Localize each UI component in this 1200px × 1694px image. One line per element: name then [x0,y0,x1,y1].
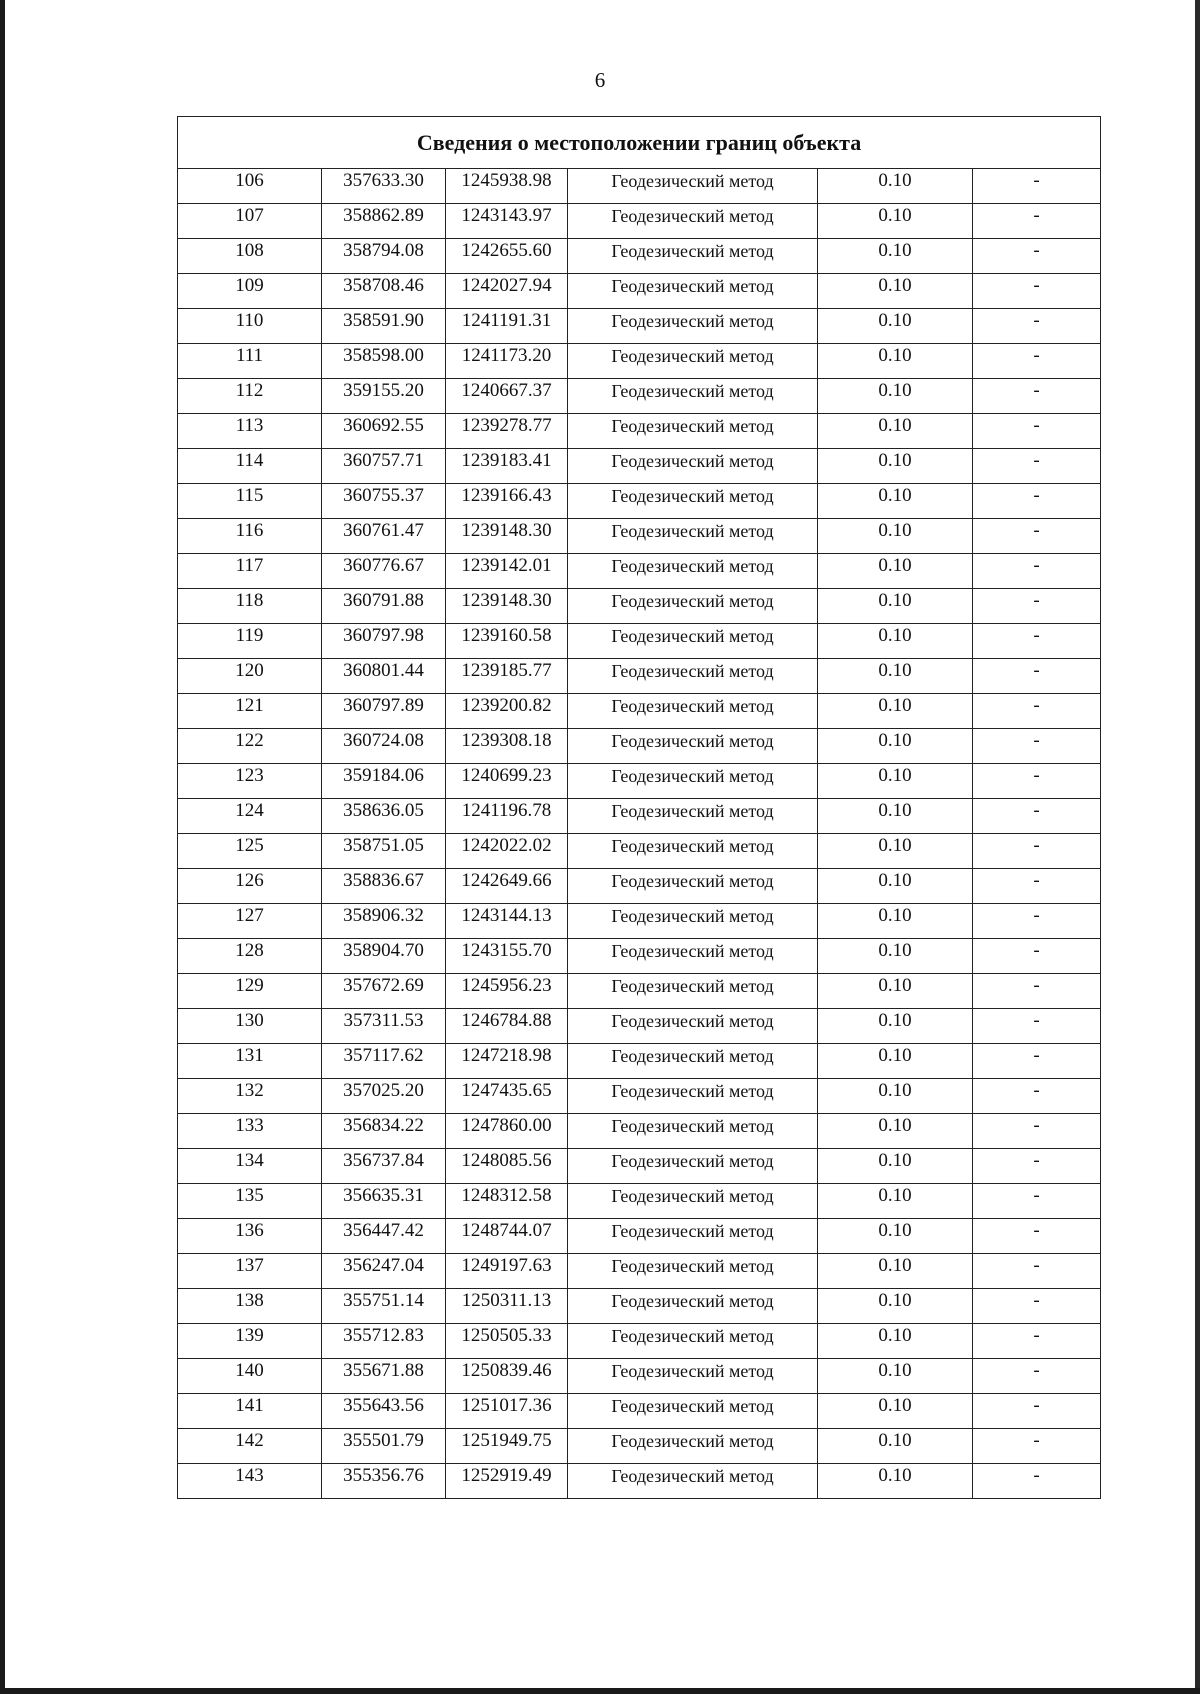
scan-edge-bottom [0,1688,1200,1694]
x-coordinate-cell: 360757.71 [322,449,446,484]
y-coordinate-cell: 1241191.31 [446,309,568,344]
table-row [178,1324,1101,1359]
method-cell: Геодезический метод [568,764,818,799]
note-cell: - [973,169,1101,204]
y-coordinate-cell: 1240699.23 [446,764,568,799]
x-coordinate-cell: 358591.90 [322,309,446,344]
accuracy-cell: 0.10 [818,729,973,764]
x-coordinate-cell: 360761.47 [322,519,446,554]
table-row [178,1254,1101,1289]
x-coordinate-cell: 358751.05 [322,834,446,869]
method-cell: Геодезический метод [568,974,818,1009]
method-cell: Геодезический метод [568,1254,818,1289]
note-cell: - [973,729,1101,764]
point-number-cell: 141 [178,1394,322,1429]
method-cell: Геодезический метод [568,694,818,729]
accuracy-cell: 0.10 [818,1184,973,1219]
accuracy-cell: 0.10 [818,1464,973,1499]
table-row [178,729,1101,764]
note-cell: - [973,904,1101,939]
x-coordinate-cell: 360776.67 [322,554,446,589]
x-coordinate-cell: 358598.00 [322,344,446,379]
table-row [178,869,1101,904]
accuracy-cell: 0.10 [818,204,973,239]
y-coordinate-cell: 1240667.37 [446,379,568,414]
point-number-cell: 127 [178,904,322,939]
accuracy-cell: 0.10 [818,554,973,589]
note-cell: - [973,239,1101,274]
scan-edge-left [0,0,5,1694]
x-coordinate-cell: 358636.05 [322,799,446,834]
method-cell: Геодезический метод [568,1429,818,1464]
method-cell: Геодезический метод [568,554,818,589]
point-number-cell: 142 [178,1429,322,1464]
x-coordinate-cell: 355712.83 [322,1324,446,1359]
y-coordinate-cell: 1250311.13 [446,1289,568,1324]
table-row [178,309,1101,344]
y-coordinate-cell: 1252919.49 [446,1464,568,1499]
y-coordinate-cell: 1243143.97 [446,204,568,239]
method-cell: Геодезический метод [568,1044,818,1079]
table-row [178,1359,1101,1394]
note-cell: - [973,414,1101,449]
method-cell: Геодезический метод [568,274,818,309]
point-number-cell: 112 [178,379,322,414]
accuracy-cell: 0.10 [818,869,973,904]
accuracy-cell: 0.10 [818,239,973,274]
note-cell: - [973,1324,1101,1359]
table-row [178,1149,1101,1184]
accuracy-cell: 0.10 [818,624,973,659]
table-row [178,1009,1101,1044]
method-cell: Геодезический метод [568,1184,818,1219]
accuracy-cell: 0.10 [818,1324,973,1359]
note-cell: - [973,1289,1101,1324]
note-cell: - [973,1429,1101,1464]
point-number-cell: 143 [178,1464,322,1499]
note-cell: - [973,834,1101,869]
table-row [178,659,1101,694]
method-cell: Геодезический метод [568,1009,818,1044]
point-number-cell: 111 [178,344,322,379]
y-coordinate-cell: 1243155.70 [446,939,568,974]
method-cell: Геодезический метод [568,344,818,379]
note-cell: - [973,309,1101,344]
y-coordinate-cell: 1250839.46 [446,1359,568,1394]
method-cell: Геодезический метод [568,1289,818,1324]
x-coordinate-cell: 357311.53 [322,1009,446,1044]
y-coordinate-cell: 1239160.58 [446,624,568,659]
point-number-cell: 126 [178,869,322,904]
table-body [178,169,1101,1499]
method-cell: Геодезический метод [568,519,818,554]
table-row [178,169,1101,204]
accuracy-cell: 0.10 [818,1254,973,1289]
method-cell: Геодезический метод [568,1464,818,1499]
x-coordinate-cell: 358836.67 [322,869,446,904]
y-coordinate-cell: 1251949.75 [446,1429,568,1464]
y-coordinate-cell: 1242022.02 [446,834,568,869]
accuracy-cell: 0.10 [818,974,973,1009]
table-row [178,694,1101,729]
accuracy-cell: 0.10 [818,379,973,414]
y-coordinate-cell: 1239148.30 [446,519,568,554]
accuracy-cell: 0.10 [818,1429,973,1464]
accuracy-cell: 0.10 [818,1114,973,1149]
y-coordinate-cell: 1239142.01 [446,554,568,589]
accuracy-cell: 0.10 [818,414,973,449]
note-cell: - [973,589,1101,624]
x-coordinate-cell: 357672.69 [322,974,446,1009]
point-number-cell: 119 [178,624,322,659]
note-cell: - [973,974,1101,1009]
table-row [178,1289,1101,1324]
note-cell: - [973,1219,1101,1254]
table-row [178,1044,1101,1079]
x-coordinate-cell: 360755.37 [322,484,446,519]
table-row [178,1219,1101,1254]
note-cell: - [973,554,1101,589]
x-coordinate-cell: 359184.06 [322,764,446,799]
table-row [178,974,1101,1009]
table-row [178,1184,1101,1219]
note-cell: - [973,344,1101,379]
table-row [178,519,1101,554]
y-coordinate-cell: 1245938.98 [446,169,568,204]
table-row [178,274,1101,309]
point-number-cell: 134 [178,1149,322,1184]
point-number-cell: 132 [178,1079,322,1114]
point-number-cell: 128 [178,939,322,974]
method-cell: Геодезический метод [568,904,818,939]
point-number-cell: 116 [178,519,322,554]
x-coordinate-cell: 360692.55 [322,414,446,449]
accuracy-cell: 0.10 [818,449,973,484]
accuracy-cell: 0.10 [818,1044,973,1079]
note-cell: - [973,1184,1101,1219]
note-cell: - [973,1359,1101,1394]
method-cell: Геодезический метод [568,1079,818,1114]
x-coordinate-cell: 357117.62 [322,1044,446,1079]
note-cell: - [973,1044,1101,1079]
boundary-coordinates-table [177,116,1101,1499]
method-cell: Геодезический метод [568,1149,818,1184]
point-number-cell: 121 [178,694,322,729]
point-number-cell: 138 [178,1289,322,1324]
table-row [178,834,1101,869]
point-number-cell: 108 [178,239,322,274]
x-coordinate-cell: 358708.46 [322,274,446,309]
method-cell: Геодезический метод [568,309,818,344]
table-row [178,344,1101,379]
x-coordinate-cell: 356635.31 [322,1184,446,1219]
table-row [178,379,1101,414]
method-cell: Геодезический метод [568,484,818,519]
y-coordinate-cell: 1247435.65 [446,1079,568,1114]
method-cell: Геодезический метод [568,169,818,204]
accuracy-cell: 0.10 [818,799,973,834]
note-cell: - [973,939,1101,974]
point-number-cell: 135 [178,1184,322,1219]
x-coordinate-cell: 357633.30 [322,169,446,204]
accuracy-cell: 0.10 [818,939,973,974]
note-cell: - [973,274,1101,309]
accuracy-cell: 0.10 [818,589,973,624]
method-cell: Геодезический метод [568,379,818,414]
y-coordinate-cell: 1247218.98 [446,1044,568,1079]
table-row [178,589,1101,624]
x-coordinate-cell: 355356.76 [322,1464,446,1499]
x-coordinate-cell: 357025.20 [322,1079,446,1114]
x-coordinate-cell: 360801.44 [322,659,446,694]
accuracy-cell: 0.10 [818,169,973,204]
accuracy-cell: 0.10 [818,344,973,379]
table-title-row [178,117,1101,169]
y-coordinate-cell: 1239183.41 [446,449,568,484]
x-coordinate-cell: 360724.08 [322,729,446,764]
table-row [178,414,1101,449]
point-number-cell: 118 [178,589,322,624]
y-coordinate-cell: 1239148.30 [446,589,568,624]
y-coordinate-cell: 1243144.13 [446,904,568,939]
y-coordinate-cell: 1242655.60 [446,239,568,274]
y-coordinate-cell: 1239185.77 [446,659,568,694]
method-cell: Геодезический метод [568,799,818,834]
accuracy-cell: 0.10 [818,519,973,554]
method-cell: Геодезический метод [568,1324,818,1359]
note-cell: - [973,799,1101,834]
y-coordinate-cell: 1247860.00 [446,1114,568,1149]
point-number-cell: 114 [178,449,322,484]
method-cell: Геодезический метод [568,1394,818,1429]
method-cell: Геодезический метод [568,1359,818,1394]
table-row [178,1429,1101,1464]
table-row [178,1079,1101,1114]
x-coordinate-cell: 358906.32 [322,904,446,939]
y-coordinate-cell: 1241196.78 [446,799,568,834]
x-coordinate-cell: 360791.88 [322,589,446,624]
note-cell: - [973,484,1101,519]
point-number-cell: 109 [178,274,322,309]
method-cell: Геодезический метод [568,239,818,274]
note-cell: - [973,694,1101,729]
accuracy-cell: 0.10 [818,484,973,519]
note-cell: - [973,1114,1101,1149]
point-number-cell: 125 [178,834,322,869]
table-row [178,1394,1101,1429]
note-cell: - [973,1254,1101,1289]
note-cell: - [973,624,1101,659]
table-title: Сведения о местоположении границ объекта [178,117,1101,169]
note-cell: - [973,1079,1101,1114]
accuracy-cell: 0.10 [818,1394,973,1429]
point-number-cell: 106 [178,169,322,204]
table-row [178,554,1101,589]
point-number-cell: 129 [178,974,322,1009]
point-number-cell: 133 [178,1114,322,1149]
note-cell: - [973,764,1101,799]
point-number-cell: 140 [178,1359,322,1394]
note-cell: - [973,869,1101,904]
x-coordinate-cell: 360797.89 [322,694,446,729]
accuracy-cell: 0.10 [818,1009,973,1044]
accuracy-cell: 0.10 [818,659,973,694]
point-number-cell: 110 [178,309,322,344]
x-coordinate-cell: 358794.08 [322,239,446,274]
point-number-cell: 130 [178,1009,322,1044]
method-cell: Геодезический метод [568,414,818,449]
method-cell: Геодезический метод [568,449,818,484]
point-number-cell: 136 [178,1219,322,1254]
y-coordinate-cell: 1239200.82 [446,694,568,729]
point-number-cell: 113 [178,414,322,449]
y-coordinate-cell: 1245956.23 [446,974,568,1009]
accuracy-cell: 0.10 [818,274,973,309]
point-number-cell: 120 [178,659,322,694]
accuracy-cell: 0.10 [818,694,973,729]
y-coordinate-cell: 1248744.07 [446,1219,568,1254]
point-number-cell: 117 [178,554,322,589]
x-coordinate-cell: 356447.42 [322,1219,446,1254]
y-coordinate-cell: 1241173.20 [446,344,568,379]
y-coordinate-cell: 1246784.88 [446,1009,568,1044]
note-cell: - [973,1394,1101,1429]
method-cell: Геодезический метод [568,939,818,974]
method-cell: Геодезический метод [568,1219,818,1254]
x-coordinate-cell: 356834.22 [322,1114,446,1149]
x-coordinate-cell: 359155.20 [322,379,446,414]
method-cell: Геодезический метод [568,659,818,694]
y-coordinate-cell: 1248085.56 [446,1149,568,1184]
y-coordinate-cell: 1249197.63 [446,1254,568,1289]
note-cell: - [973,659,1101,694]
table-row [178,904,1101,939]
method-cell: Геодезический метод [568,834,818,869]
point-number-cell: 131 [178,1044,322,1079]
y-coordinate-cell: 1242027.94 [446,274,568,309]
accuracy-cell: 0.10 [818,1289,973,1324]
note-cell: - [973,519,1101,554]
table-row [178,204,1101,239]
table-row [178,239,1101,274]
note-cell: - [973,379,1101,414]
x-coordinate-cell: 356737.84 [322,1149,446,1184]
scan-edge-right [1195,0,1200,1694]
note-cell: - [973,1464,1101,1499]
table-row [178,624,1101,659]
method-cell: Геодезический метод [568,729,818,764]
method-cell: Геодезический метод [568,204,818,239]
y-coordinate-cell: 1248312.58 [446,1184,568,1219]
table-row [178,1464,1101,1499]
note-cell: - [973,1009,1101,1044]
method-cell: Геодезический метод [568,1114,818,1149]
accuracy-cell: 0.10 [818,309,973,344]
point-number-cell: 122 [178,729,322,764]
table-row [178,764,1101,799]
y-coordinate-cell: 1239166.43 [446,484,568,519]
table-row [178,799,1101,834]
point-number-cell: 124 [178,799,322,834]
method-cell: Геодезический метод [568,624,818,659]
table-row [178,939,1101,974]
point-number-cell: 139 [178,1324,322,1359]
x-coordinate-cell: 356247.04 [322,1254,446,1289]
x-coordinate-cell: 355751.14 [322,1289,446,1324]
x-coordinate-cell: 358862.89 [322,204,446,239]
point-number-cell: 123 [178,764,322,799]
point-number-cell: 115 [178,484,322,519]
method-cell: Геодезический метод [568,869,818,904]
accuracy-cell: 0.10 [818,904,973,939]
y-coordinate-cell: 1250505.33 [446,1324,568,1359]
accuracy-cell: 0.10 [818,1359,973,1394]
x-coordinate-cell: 355643.56 [322,1394,446,1429]
x-coordinate-cell: 355501.79 [322,1429,446,1464]
page-number: 6 [594,68,606,92]
y-coordinate-cell: 1239308.18 [446,729,568,764]
x-coordinate-cell: 360797.98 [322,624,446,659]
y-coordinate-cell: 1239278.77 [446,414,568,449]
x-coordinate-cell: 358904.70 [322,939,446,974]
accuracy-cell: 0.10 [818,834,973,869]
y-coordinate-cell: 1242649.66 [446,869,568,904]
x-coordinate-cell: 355671.88 [322,1359,446,1394]
point-number-cell: 107 [178,204,322,239]
note-cell: - [973,449,1101,484]
accuracy-cell: 0.10 [818,1149,973,1184]
table-row [178,484,1101,519]
accuracy-cell: 0.10 [818,1219,973,1254]
point-number-cell: 137 [178,1254,322,1289]
method-cell: Геодезический метод [568,589,818,624]
y-coordinate-cell: 1251017.36 [446,1394,568,1429]
table-row [178,449,1101,484]
note-cell: - [973,204,1101,239]
accuracy-cell: 0.10 [818,1079,973,1114]
note-cell: - [973,1149,1101,1184]
table-row [178,1114,1101,1149]
accuracy-cell: 0.10 [818,764,973,799]
